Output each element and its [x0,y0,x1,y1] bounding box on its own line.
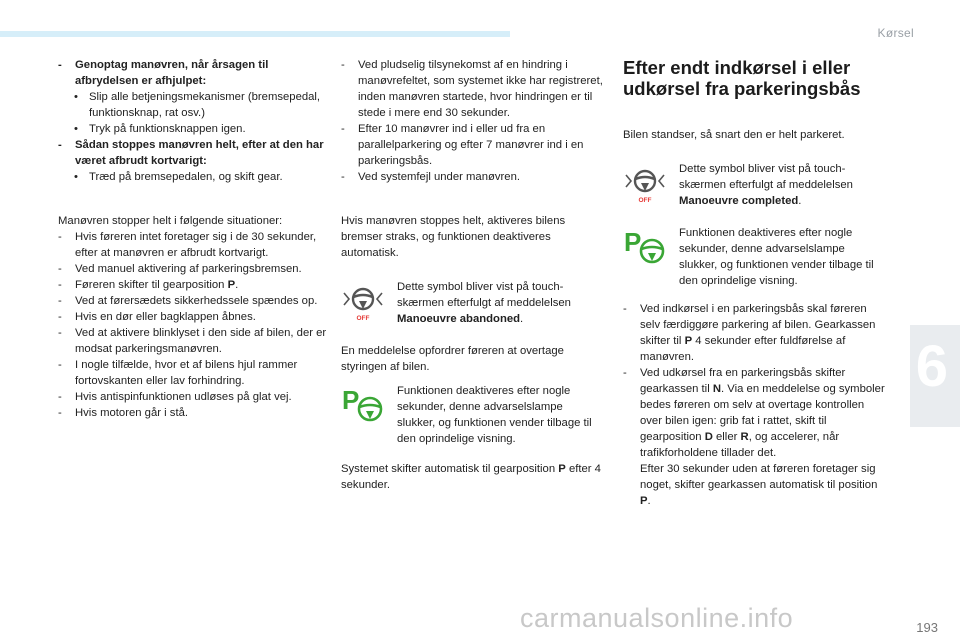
bullet-item: • Træd på bremsepedalen, og skift gear. [74,171,283,183]
steering-wheel-off-icon [623,161,667,205]
list-item: - Føreren skifter til gearposition P. [58,279,239,291]
auto-gear-paragraph: Systemet skifter automatisk til gearposition P efter 4 sekunder. [341,463,601,491]
watermark: carmanualsonline.info [520,603,794,633]
p-label: P [342,385,360,415]
column-right [623,57,885,509]
bullet-item: • Tryk på funktionsknappen igen. [74,123,246,135]
list-item: - Ved indkørsel i en parkeringsbås skal føreren selv færdiggøre parkering af bilen. Gearkassen skifter til P 4 sekunder efter fuldførelse af manøvren. [623,303,876,363]
off-label: OFF [638,197,652,204]
stop-line: Bilen standser, så snart den er helt parkeret. [623,129,845,141]
message-name: Manoeuvre abandoned [397,313,521,325]
off-label: OFF [356,315,370,322]
section-title: Kørsel [877,26,914,40]
park-steering-icon [623,225,667,269]
list-item: - Hvis føreren intet foretager sig i de 30 sekunder, efter at manøvren er afbrudt kortvarigt. [58,231,317,259]
list-item: - Hvis en dør eller bagklappen åbnes. [58,311,256,323]
list-item: - Ved manuel aktivering af parkeringsbremsen. [58,263,302,275]
park-steering-icon [341,383,385,427]
list-item: - Ved pludselig tilsynekomst af en hindring i manøvrefeltet, som systemet ikke har registreret, inden manøvren startede, hvor hindringen er til stede i mere end 30 sekunder. [341,59,603,119]
steering-wheel-off-icon [341,279,385,323]
p-label: P [624,227,642,257]
situations-intro: Manøvren stopper helt i følgende situationer: [58,215,283,227]
list-item: - Ved at aktivere blinklyset i den side af bilen, der er modsat parkeringsmanøvren. [58,327,327,355]
list-item: - Ved systemfejl under manøvren. [341,171,520,183]
bullet-item: • Slip alle betjeningsmekanismer (bremsepedal, funktionsknap, rat osv.) [74,91,321,119]
list-item: - Efter 10 manøvrer ind i eller ud fra en parallelparkering og efter 7 manøvrer ind i en parkeringsbås. [341,123,584,167]
deactivated-row: P Funktionen deaktiveres efter nogle sekunder, denne advarselslampe slukker, og funktionen vender tilbage til den oprindelige visning. [342,385,592,445]
section-heading: Efter endt indkørsel i eller udkørsel fra parkeringsbås [623,57,861,99]
list-item: - Hvis motoren går i stå. [58,407,189,419]
completed-symbol-row: OFF Dette symbol bliver vist på touch-skærmen efterfulgt af meddelelsen Manoeuvre completed. [623,161,885,213]
abandoned-symbol-row: OFF Dette symbol bliver vist på touch-skærmen efterfulgt af meddelelsen Manoeuvre abandoned. [341,279,603,331]
page-number: 193 [916,620,938,635]
stop-paragraph: Hvis manøvren stoppes helt, aktiveres bilens bremser straks, og funktionen deaktiveres automatisk. [341,215,566,259]
list-item: - Ved udkørsel fra en parkeringsbås skifter gearkassen til N. Via en meddelelse og symboler bedes føreren om selv at overtage kontrollen over bilen igen: grib fat i rattet, skift til gearposition D eller R, og accelerer, når trafikforholdene tillader det. Efter 30 sekunder uden at føreren foretager sig noget, skifter gearkassen automatisk til position P. [623,367,885,507]
list-item: - Hvis antispinfunktionen udløses på glat vej. [58,391,292,403]
chapter-number: 6 [915,334,948,399]
list-item: - Sådan stoppes manøvren helt, efter at den har været afbrudt kortvarigt: [58,139,324,167]
column-left [58,57,330,421]
column-middle [341,57,603,493]
list-item: - Ved at førersædets sikkerhedssele spændes op. [58,295,318,307]
deactivated-row: P Funktionen deaktiveres efter nogle sekunder, denne advarselslampe slukker, og funktionen vender tilbage til den oprindelige visning. [624,227,874,287]
list-item: - Genoptag manøvren, når årsagen til afbrydelsen er afhjulpet: [58,59,269,87]
takeover-paragraph: En meddelelse opfordrer føreren at overtage styringen af bilen. [341,345,564,373]
message-name: Manoeuvre completed [679,195,799,207]
list-item: - I nogle tilfælde, hvor et af bilens hjul rammer fortovskanten eller lav forhindring. [58,359,298,387]
header-accent-bar [0,31,510,37]
